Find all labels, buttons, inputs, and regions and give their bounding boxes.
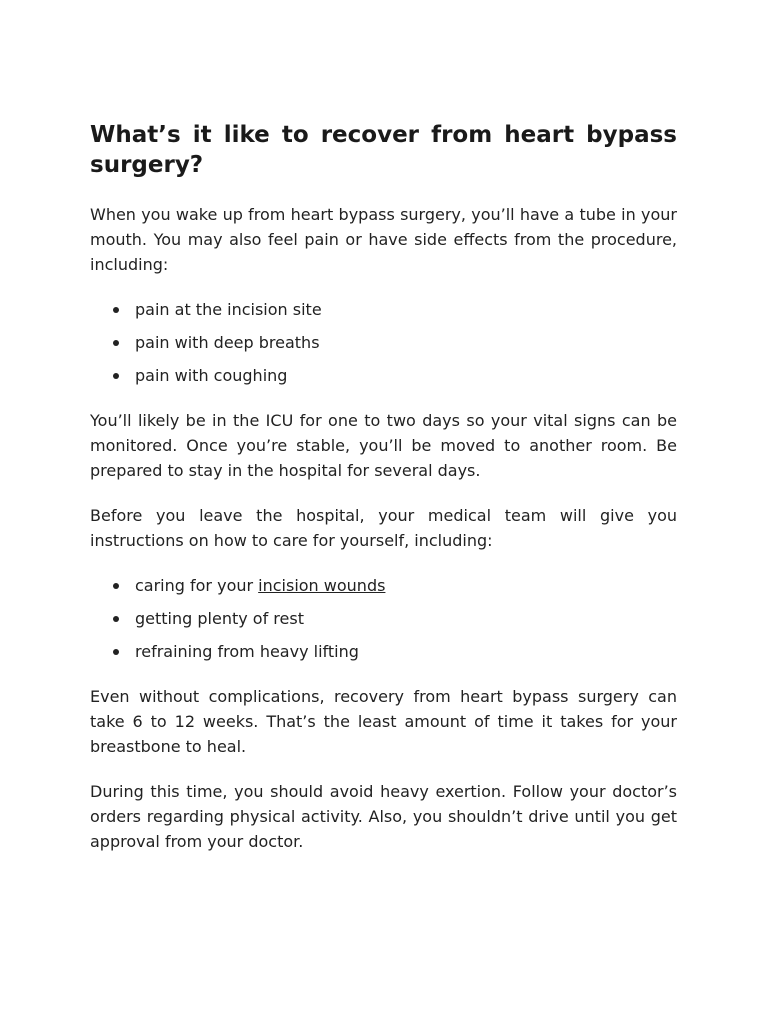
incision-wounds-link[interactable]: incision wounds (258, 576, 386, 595)
exertion-paragraph: During this time, you should avoid heavy exertion. Follow your doctor’s orders regarding physical activity. Also, you shouldn’t drive until you get approval from your doctor. (90, 782, 677, 851)
list-item (135, 573, 677, 598)
list-item-text: refraining from heavy lifting (135, 642, 359, 661)
bullet-icon (113, 340, 119, 346)
list-item (135, 363, 677, 388)
bullet-icon (113, 373, 119, 379)
article (90, 120, 677, 874)
article-title: What’s it like to recover from heart bypass surgery? (90, 122, 677, 178)
list-item-text: pain at the incision site (135, 300, 322, 319)
icu-paragraph: You’ll likely be in the ICU for one to two days so your vital signs can be monitored. Once you’re stable, you’ll be moved to another room. Be prepared to stay in the hospital for several days. (90, 411, 677, 480)
side-effects-list (90, 297, 677, 388)
list-item (135, 297, 677, 322)
care-instructions-list (90, 573, 677, 664)
recovery-time-paragraph: Even without complications, recovery from heart bypass surgery can take 6 to 12 weeks. That’s the least amount of time it takes for your breastbone to heal. (90, 687, 677, 756)
list-item (135, 639, 677, 664)
bullet-icon (113, 583, 119, 589)
list-item-text: caring for your (135, 576, 259, 595)
intro-paragraph: When you wake up from heart bypass surgery, you’ll have a tube in your mouth. You may also feel pain or have side effects from the procedure, including: (90, 205, 677, 274)
bullet-icon (113, 616, 119, 622)
list-item (135, 606, 677, 631)
list-item-text: pain with coughing (135, 366, 288, 385)
instructions-paragraph: Before you leave the hospital, your medical team will give you instructions on how to care for yourself, including: (90, 506, 677, 550)
list-item (135, 330, 677, 355)
list-item-text: pain with deep breaths (135, 333, 320, 352)
bullet-icon (113, 649, 119, 655)
list-item-text: getting plenty of rest (135, 609, 304, 628)
bullet-icon (113, 307, 119, 313)
